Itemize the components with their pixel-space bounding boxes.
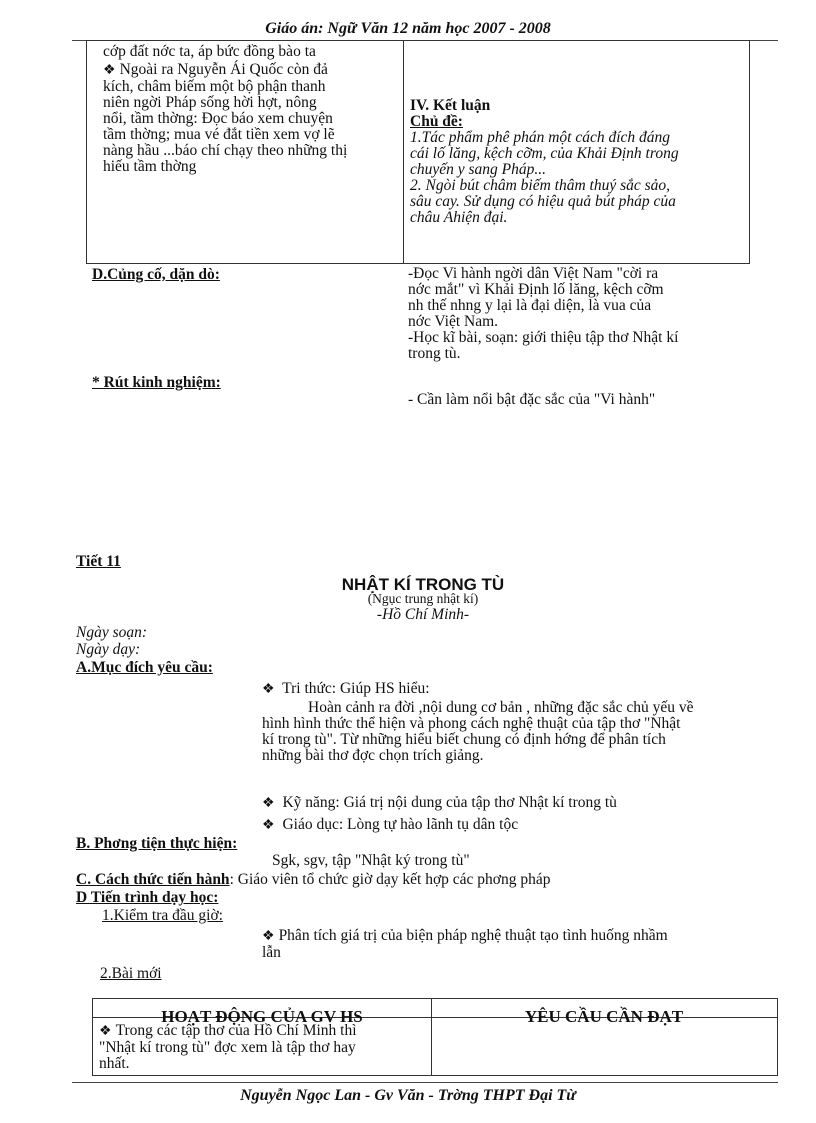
section-d-label: D.Củng cố, dặn dò: (92, 266, 220, 283)
text-line: cớp đất nớc ta, áp bức đồng bào ta (103, 43, 316, 60)
lesson-author: -Hồ Chí Minh- (376, 606, 470, 623)
kiem-tra-label: 1.Kiểm tra đầu giờ: (102, 907, 223, 924)
ngay-day: Ngày dạy: (76, 641, 141, 658)
tri-thuc-text (262, 700, 772, 764)
lesson-title: NHẬT KÍ TRONG TÙ (341, 575, 505, 594)
diamond-bullet-icon: ❖ (262, 818, 275, 833)
section-c-line (76, 871, 551, 889)
giao-duc-item: ❖ Giáo dục: Lòng tự hào lãnh tụ dân tộc (262, 816, 519, 833)
text-line: trong tù. (408, 345, 461, 362)
text-line: Ngoài ra Nguyễn Ái Quốc còn đả (119, 61, 328, 78)
section-c-text: : Giáo viên tổ chức giờ dạy kết hợp các phơng pháp (229, 871, 551, 888)
text-line: -Đọc Vi hành ngời dân Việt Nam "cời ra (408, 265, 659, 282)
text-line: chuyến y sang Pháp... (410, 161, 547, 178)
text-line: tầm thờng; mua vé đắt tiền xem vợ lẽ (103, 126, 335, 143)
text-line: cái lố lăng, kệch cỡm, của Khải Định trong (410, 145, 679, 162)
diamond-bullet-icon: ❖ (262, 929, 275, 944)
text-line: lẫn (262, 944, 281, 961)
text-line: nàng hầu ...báo chí chạy theo những thị (103, 142, 348, 159)
text-line: "Nhật kí trong tù" đợc xem là tập thơ hay (99, 1039, 356, 1056)
theme-subheading: Chủ đề: (410, 113, 463, 130)
top-table-left-cell (103, 44, 401, 175)
section-a-label: A.Mục đích yêu cầu: (76, 659, 213, 676)
text-line: kí trong tù". Từ những hiểu biết chung có định hớng để phân tích (262, 731, 666, 748)
section-d-lesson-label: D Tiến trình dạy học: (76, 889, 219, 906)
section-d-content (408, 266, 748, 362)
ngay-soan: Ngày soạn: (76, 624, 148, 641)
col1-header: HOẠT ĐỘNG CỦA GV HS (161, 1007, 363, 1026)
text-line: -Học kĩ bài, soạn: giới thiệu tập thơ Nhật kí (408, 329, 679, 346)
ky-nang-item: ❖ Kỹ năng: Giá trị nội dung của tập thơ Nhật kí trong tù (262, 794, 617, 811)
text-line: nhất. (99, 1055, 130, 1072)
text-line: Hoàn cảnh ra đời ,nội dung cơ bản , những đặc sắc chủ yếu về (308, 699, 694, 716)
text-line: Phân tích giá trị của biện pháp nghệ thuật tạo tình huống nhầm (278, 927, 668, 944)
text-line: Trong các tập thơ của Hồ Chí Minh thì (115, 1022, 357, 1039)
text-line: những bài thơ đợc chọn trích giảng. (262, 747, 484, 764)
top-table-divider (403, 40, 404, 263)
text-line: hình hình thức thể hiện và phong cách nghệ thuật của tập thơ "Nhật (262, 715, 681, 732)
text-line: nh thế nhng y lại là đại diện, là vua của (408, 297, 652, 314)
text-line: nớc Việt Nam. (408, 313, 499, 330)
page-header: Giáo án: Ngữ Văn 12 năm học 2007 - 2008 (265, 20, 551, 37)
col2-header: YÊU CẦU CẦN ĐẠT (524, 1007, 684, 1026)
text-line: 1.Tác phẩm phê phán một cách đích đáng (410, 129, 671, 146)
diamond-bullet-icon: ❖ (103, 63, 116, 78)
text-line: sâu cay. Sử dụng có hiệu quả bút pháp của (410, 193, 676, 210)
section-b-text: Sgk, sgv, tập "Nhật ký trong tù" (272, 852, 470, 869)
bai-moi-label: 2.Bài mới (100, 965, 162, 982)
section-b-label: B. Phơng tiện thực hiện: (76, 835, 238, 852)
lesson-number: Tiết 11 (76, 553, 121, 570)
rut-kinh-nghiem-label: * Rút kinh nghiệm: (92, 374, 221, 391)
text-line: hiếu tầm thờng (103, 158, 197, 175)
tri-thuc-item: ❖ Tri thức: Giúp HS hiểu: (262, 680, 430, 697)
diamond-bullet-icon: ❖ (99, 1024, 112, 1039)
text-line: châu Ahiện đại. (410, 209, 508, 226)
top-table-right-cell (410, 98, 746, 226)
footer-rule (72, 1082, 778, 1083)
lesson-subtitle: (Ngục trung nhật kí) (367, 591, 479, 606)
diamond-bullet-icon: ❖ (262, 682, 275, 697)
text-line: 2. Ngòi bút châm biếm thâm thuý sắc sảo, (410, 177, 671, 194)
bottom-table (92, 998, 778, 1076)
page-footer: Nguyễn Ngọc Lan - Gv Văn - Trờng THPT Đại Từ (240, 1087, 576, 1104)
kiem-tra-content (262, 928, 772, 961)
text-line: nớc mắt" vì Khải Định lố lăng, kệch cỡm (408, 281, 664, 298)
section-c-label: C. Cách thức tiến hành (76, 871, 230, 888)
text-line: niên ngời Pháp sống hời hợt, nông (103, 94, 317, 111)
diamond-bullet-icon: ❖ (262, 796, 275, 811)
text-line: nổi, tầm thờng: Đọc báo xem chuyện (103, 110, 333, 127)
conclusion-heading: IV. Kết luận (410, 97, 491, 114)
rut-kinh-nghiem-text: - Cần làm nổi bật đặc sắc của "Vi hành" (408, 391, 656, 408)
bottom-table-row1 (99, 1023, 429, 1072)
text-line: kích, châm biếm một bộ phận thanh (103, 78, 326, 95)
